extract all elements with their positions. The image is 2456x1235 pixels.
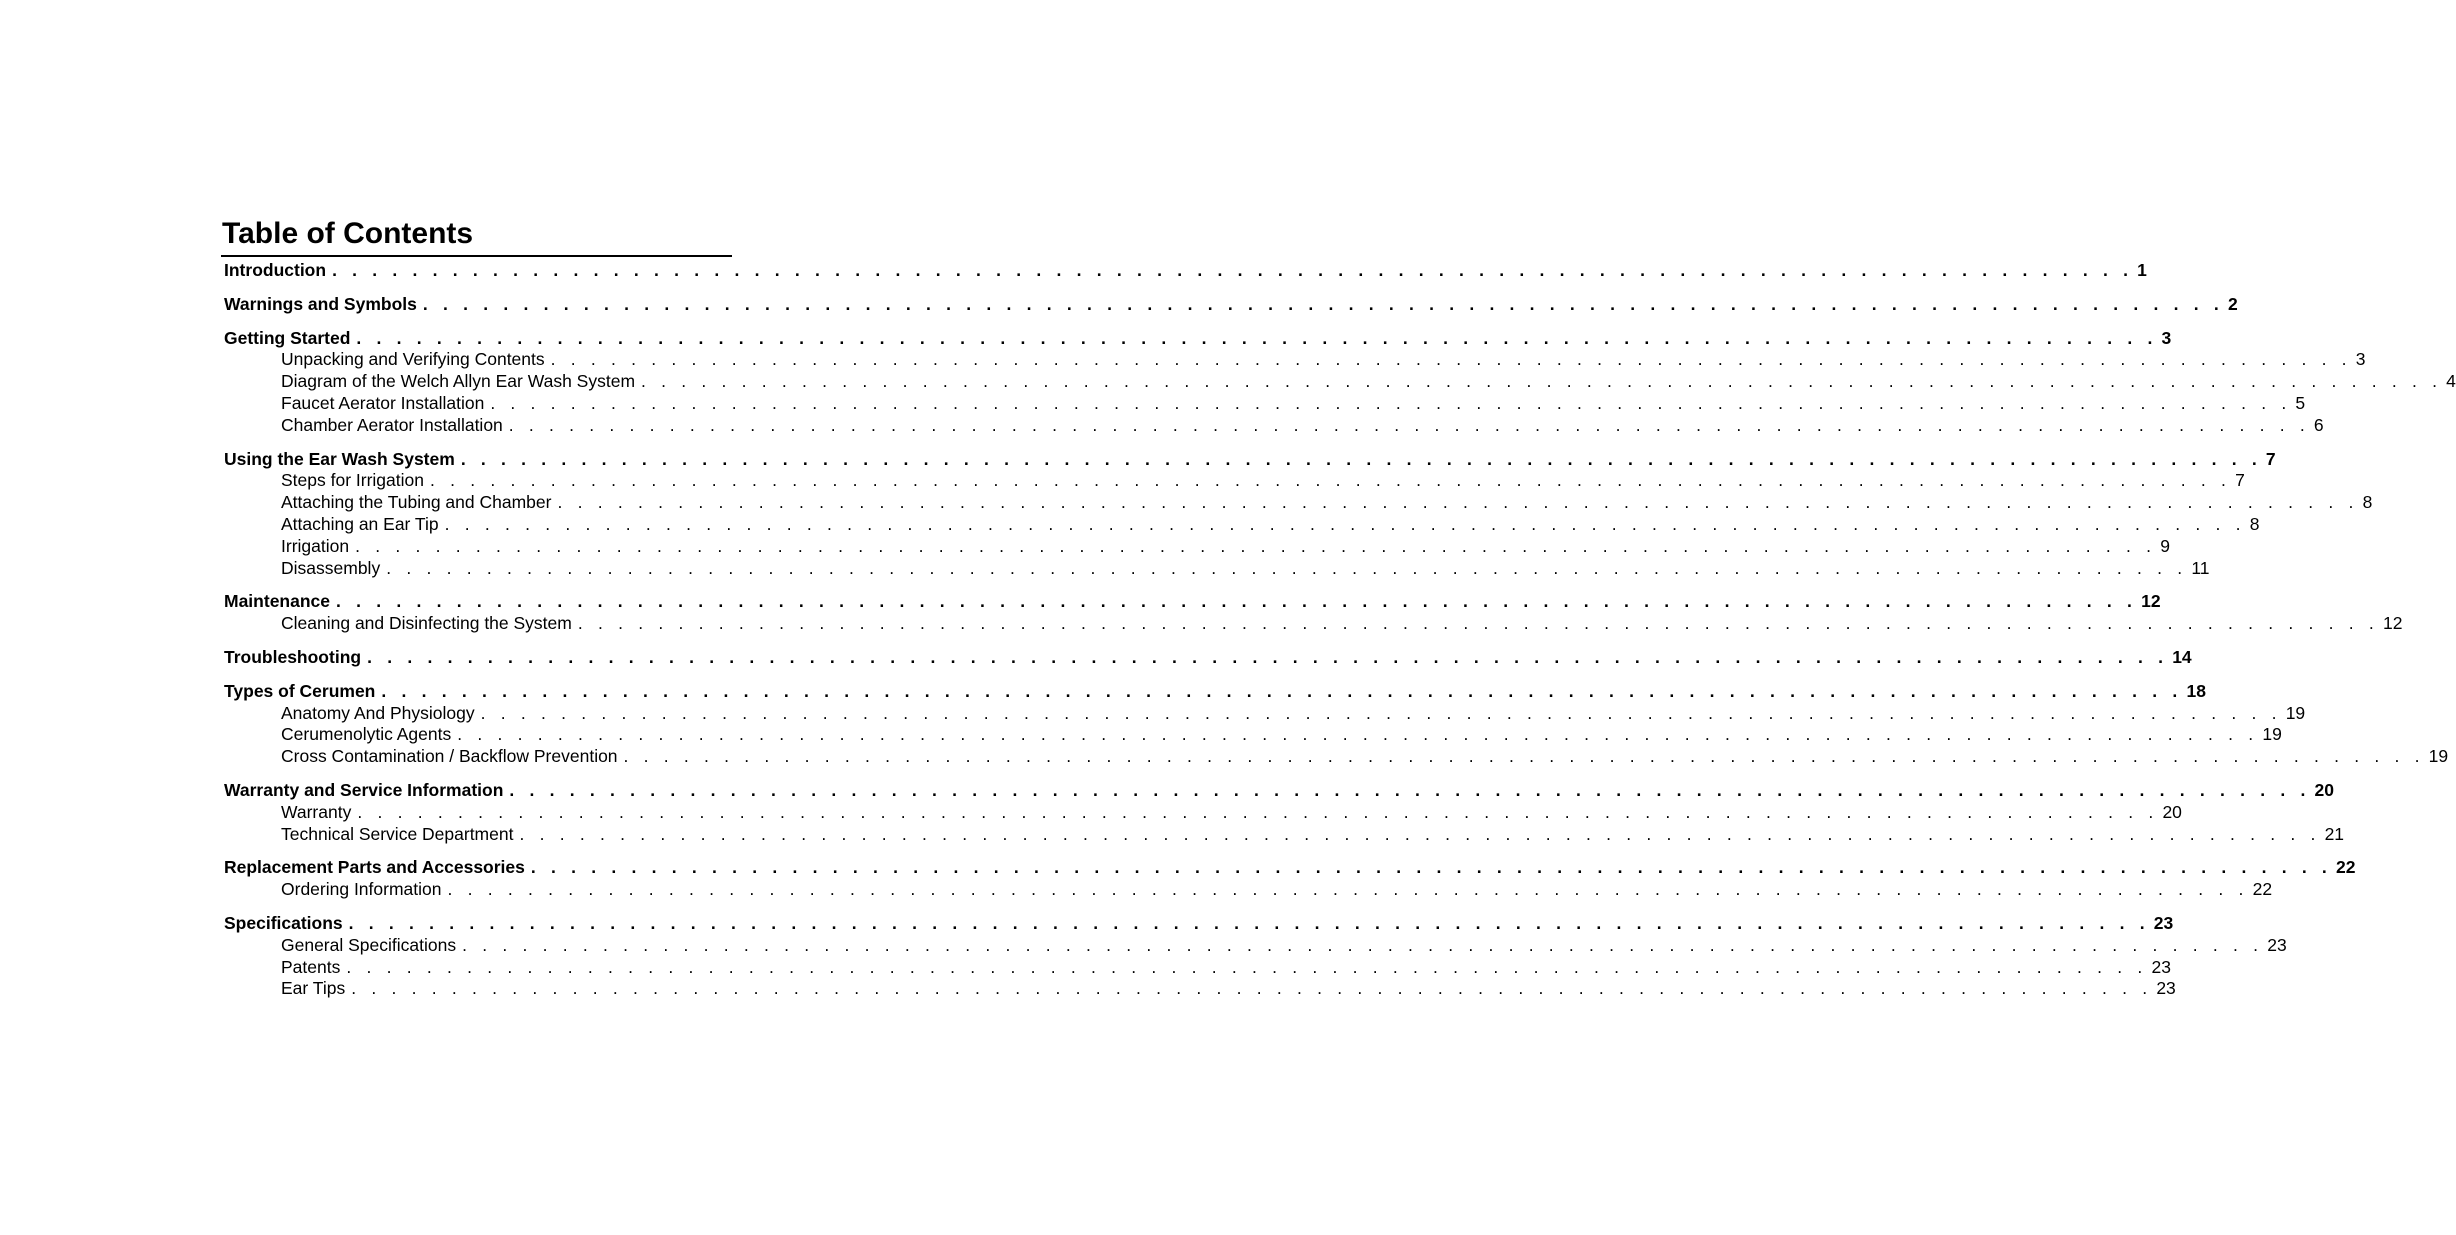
toc-entry[interactable] xyxy=(224,591,2161,613)
toc-entry-label: Warranty xyxy=(281,801,352,822)
toc-entry-page-number: 21 xyxy=(2324,823,2345,844)
toc-entry-page-number: 22 xyxy=(2336,857,2356,878)
toc-subentry[interactable] xyxy=(224,801,2182,824)
toc-entry-label: Chamber Aerator Installation xyxy=(281,414,503,435)
toc-entry-page-number: 12 xyxy=(2141,591,2161,612)
dot-leader: . . . . . . . . . . . . . . . . . . . . . . . . . . . . . . . . . . . . . . . . . . . . . . . . . . . . . . . . . . . . . . . . . . . . . . . . . . . . . . . . . . . . . . . . . . xyxy=(530,857,2332,878)
toc-subentry[interactable] xyxy=(224,371,2456,393)
toc-entry-page-number: 7 xyxy=(2235,470,2245,491)
dot-leader: . . . . . . . . . . . . . . . . . . . . . . . . . . . . . . . . . . . . . . . . . . . . . . . . . . . . . . . . . . . . . . . . . . . . . . . . . . . . . . . . . . . . . . . . . . xyxy=(332,260,2134,280)
toc-entry[interactable] xyxy=(224,857,2356,879)
toc-section xyxy=(224,591,2403,635)
toc-entry-label: Ordering Information xyxy=(281,879,442,900)
toc-entry-page-number: 9 xyxy=(2160,535,2170,556)
toc-entry-label: Using the Ear Wash System xyxy=(224,448,455,469)
toc-subentry[interactable] xyxy=(224,470,2245,492)
toc-entry[interactable] xyxy=(224,327,2172,350)
toc-subentry[interactable] xyxy=(224,392,2306,415)
toc-entry-label: Specifications xyxy=(224,912,343,933)
toc-subentry[interactable] xyxy=(224,349,2366,371)
toc-entry-label: Warnings and Symbols xyxy=(224,293,417,314)
dot-leader: . . . . . . . . . . . . . . . . . . . . . . . . . . . . . . . . . . . . . . . . . . . . . . . . . . . . . . . . . . . . . . . . . . . . . . . . . . . . . . . . . . . . . . . . . . xyxy=(457,724,2259,745)
dot-leader: . . . . . . . . . . . . . . . . . . . . . . . . . . . . . . . . . . . . . . . . . . . . . . . . . . . . . . . . . . . . . . . . . . . . . . . . . . . . . . . . . . . . . . . . . . xyxy=(422,293,2224,314)
toc-subentry[interactable] xyxy=(224,702,2306,725)
dot-leader: . . . . . . . . . . . . . . . . . . . . . . . . . . . . . . . . . . . . . . . . . . . . . . . . . . . . . . . . . . . . . . . . . . . . . . . . . . . . . . . . . . . . . . . . . . xyxy=(577,613,2379,634)
toc-list xyxy=(221,260,2456,1000)
toc-subentry[interactable] xyxy=(224,724,2282,746)
toc-entry-page-number: 11 xyxy=(2191,557,2210,578)
dot-leader: . . . . . . . . . . . . . . . . . . . . . . . . . . . . . . . . . . . . . . . . . . . . . . . . . . . . . . . . . . . . . . . . . . . . . . . . . . . . . . . . . . . . . . . . . . xyxy=(557,492,2359,513)
toc-subentry[interactable] xyxy=(224,535,2170,558)
toc-entry[interactable] xyxy=(224,260,2147,282)
dot-leader: . . . . . . . . . . . . . . . . . . . . . . . . . . . . . . . . . . . . . . . . . . . . . . . . . . . . . . . . . . . . . . . . . . . . . . . . . . . . . . . . . . . . . . . . . . xyxy=(623,746,2425,767)
toc-entry[interactable] xyxy=(224,680,2206,703)
toc-entry-page-number: 7 xyxy=(2265,448,2276,469)
toc-subentry[interactable] xyxy=(224,956,2171,979)
dot-leader: . . . . . . . . . . . . . . . . . . . . . . . . . . . . . . . . . . . . . . . . . . . . . . . . . . . . . . . . . . . . . . . . . . . . . . . . . . . . . . . . . . . . . . . . . . xyxy=(447,879,2249,900)
toc-entry-label: Diagram of the Welch Allyn Ear Wash System xyxy=(281,371,636,392)
toc-subentry[interactable] xyxy=(224,414,2324,437)
toc-entry-label: Troubleshooting xyxy=(224,646,362,667)
toc-entry-page-number: 6 xyxy=(2313,414,2324,435)
toc-entry-label: Faucet Aerator Installation xyxy=(281,392,485,413)
toc-entry-label: Disassembly xyxy=(281,557,381,578)
toc-entry-label: Irrigation xyxy=(281,535,350,556)
toc-section xyxy=(224,646,2192,669)
page-title: Table of Contents xyxy=(222,217,474,250)
toc-entry-label: Technical Service Department xyxy=(281,823,514,844)
toc-section xyxy=(224,779,2345,845)
toc-section xyxy=(224,448,2373,580)
dot-leader: . . . . . . . . . . . . . . . . . . . . . . . . . . . . . . . . . . . . . . . . . . . . . . . . . . . . . . . . . . . . . . . . . . . . . . . . . . . . . . . . . . . . . . . . . . xyxy=(336,591,2138,612)
toc-entry-label: Anatomy And Physiology xyxy=(281,702,475,723)
dot-leader: . . . . . . . . . . . . . . . . . . . . . . . . . . . . . . . . . . . . . . . . . . . . . . . . . . . . . . . . . . . . . . . . . . . . . . . . . . . . . . . . . . . . . . . . . . xyxy=(357,801,2159,822)
toc-subentry[interactable] xyxy=(224,492,2373,514)
toc-entry-label: General Specifications xyxy=(281,934,457,955)
toc-subentry[interactable] xyxy=(224,746,2449,768)
toc-section xyxy=(224,293,2238,316)
toc-subentry[interactable] xyxy=(224,557,2210,580)
toc-entry-page-number: 20 xyxy=(2314,779,2334,800)
toc-entry-page-number: 18 xyxy=(2186,680,2206,701)
toc-entry-page-number: 23 xyxy=(2153,912,2174,933)
toc-section xyxy=(224,912,2287,1000)
toc-entry-label: Ear Tips xyxy=(281,978,346,999)
toc-entry-label: Attaching the Tubing and Chamber xyxy=(281,492,552,513)
toc-subentry[interactable] xyxy=(224,879,2273,901)
dot-leader: . . . . . . . . . . . . . . . . . . . . . . . . . . . . . . . . . . . . . . . . . . . . . . . . . . . . . . . . . . . . . . . . . . . . . . . . . . . . . . . . . . . . . . . . . . xyxy=(356,327,2158,348)
dot-leader: . . . . . . . . . . . . . . . . . . . . . . . . . . . . . . . . . . . . . . . . . . . . . . . . . . . . . . . . . . . . . . . . . . . . . . . . . . . . . . . . . . . . . . . . . . xyxy=(490,392,2292,413)
toc-entry-page-number: 23 xyxy=(2151,956,2171,977)
toc-section xyxy=(224,260,2147,282)
dot-leader: . . . . . . . . . . . . . . . . . . . . . . . . . . . . . . . . . . . . . . . . . . . . . . . . . . . . . . . . . . . . . . . . . . . . . . . . . . . . . . . . . . . . . . . . . . xyxy=(462,934,2264,955)
toc-entry-page-number: 23 xyxy=(2267,934,2287,955)
toc-entry-page-number: 5 xyxy=(2295,392,2306,413)
dot-leader: . . . . . . . . . . . . . . . . . . . . . . . . . . . . . . . . . . . . . . . . . . . . . . . . . . . . . . . . . . . . . . . . . . . . . . . . . . . . . . . . . . . . . . . . . . xyxy=(386,557,2188,578)
toc-subentry[interactable] xyxy=(224,934,2287,957)
toc-entry[interactable] xyxy=(224,646,2192,669)
toc-entry-label: Replacement Parts and Accessories xyxy=(224,857,525,878)
toc-entry-page-number: 19 xyxy=(2428,746,2449,767)
toc-entry-page-number: 3 xyxy=(2355,349,2366,370)
toc-entry-label: Warranty and Service Information xyxy=(224,779,504,800)
toc-entry-label: Steps for Irrigation xyxy=(281,470,424,491)
dot-leader: . . . . . . . . . . . . . . . . . . . . . . . . . . . . . . . . . . . . . . . . . . . . . . . . . . . . . . . . . . . . . . . . . . . . . . . . . . . . . . . . . . . . . . . . . . xyxy=(519,823,2321,844)
toc-subentry[interactable] xyxy=(224,978,2176,1000)
toc-entry-label: Cross Contamination / Backflow Prevention xyxy=(281,746,618,767)
toc-entry-page-number: 4 xyxy=(2446,371,2456,392)
toc-entry-page-number: 12 xyxy=(2382,613,2403,634)
dot-leader: . . . . . . . . . . . . . . . . . . . . . . . . . . . . . . . . . . . . . . . . . . . . . . . . . . . . . . . . . . . . . . . . . . . . . . . . . . . . . . . . . . . . . . . . . . xyxy=(550,349,2352,370)
dot-leader: . . . . . . . . . . . . . . . . . . . . . . . . . . . . . . . . . . . . . . . . . . . . . . . . . . . . . . . . . . . . . . . . . . . . . . . . . . . . . . . . . . . . . . . . . . xyxy=(480,702,2282,723)
toc-section xyxy=(224,680,2449,768)
toc-entry-label: Cerumenolytic Agents xyxy=(281,724,452,745)
toc-entry-label: Introduction xyxy=(224,260,327,280)
toc-subentry[interactable] xyxy=(224,613,2403,635)
toc-entry[interactable] xyxy=(224,912,2174,935)
toc-subentry[interactable] xyxy=(224,513,2260,536)
toc-entry-label: Types of Cerumen xyxy=(224,680,376,701)
toc-entry-page-number: 1 xyxy=(2137,260,2147,280)
toc-entry-page-number: 20 xyxy=(2162,801,2182,822)
toc-entry-page-number: 23 xyxy=(2156,978,2176,999)
toc-entry-page-number: 2 xyxy=(2227,293,2238,314)
dot-leader: . . . . . . . . . . . . . . . . . . . . . . . . . . . . . . . . . . . . . . . . . . . . . . . . . . . . . . . . . . . . . . . . . . . . . . . . . . . . . . . . . . . . . . . . . . xyxy=(429,470,2232,491)
toc-entry-label: Attaching an Ear Tip xyxy=(281,513,439,534)
dot-leader: . . . . . . . . . . . . . . . . . . . . . . . . . . . . . . . . . . . . . . . . . . . . . . . . . . . . . . . . . . . . . . . . . . . . . . . . . . . . . . . . . . . . . . . . . . xyxy=(508,414,2310,435)
toc-entry-page-number: 8 xyxy=(2249,513,2260,534)
dot-leader: . . . . . . . . . . . . . . . . . . . . . . . . . . . . . . . . . . . . . . . . . . . . . . . . . . . . . . . . . . . . . . . . . . . . . . . . . . . . . . . . . . . . . . . . . . xyxy=(346,956,2148,977)
dot-leader: . . . . . . . . . . . . . . . . . . . . . . . . . . . . . . . . . . . . . . . . . . . . . . . . . . . . . . . . . . . . . . . . . . . . . . . . . . . . . . . . . . . . . . . . . . xyxy=(509,779,2311,800)
dot-leader: . . . . . . . . . . . . . . . . . . . . . . . . . . . . . . . . . . . . . . . . . . . . . . . . . . . . . . . . . . . . . . . . . . . . . . . . . . . . . . . . . . . . . . . . . . xyxy=(381,680,2183,701)
toc-entry[interactable] xyxy=(224,293,2238,316)
dot-leader: . . . . . . . . . . . . . . . . . . . . . . . . . . . . . . . . . . . . . . . . . . . . . . . . . . . . . . . . . . . . . . . . . . . . . . . . . . . . . . . . . . . . . . . . . . xyxy=(367,646,2169,667)
toc-entry-page-number: 22 xyxy=(2252,879,2273,900)
dot-leader: . . . . . . . . . . . . . . . . . . . . . . . . . . . . . . . . . . . . . . . . . . . . . . . . . . . . . . . . . . . . . . . . . . . . . . . . . . . . . . . . . . . . . . . . . . xyxy=(355,535,2157,556)
dot-leader: . . . . . . . . . . . . . . . . . . . . . . . . . . . . . . . . . . . . . . . . . . . . . . . . . . . . . . . . . . . . . . . . . . . . . . . . . . . . . . . . . . . . . . . . . . xyxy=(444,513,2246,534)
toc-entry[interactable] xyxy=(224,448,2276,471)
toc-entry-label: Unpacking and Verifying Contents xyxy=(281,349,545,370)
toc-entry-page-number: 14 xyxy=(2172,646,2192,667)
dot-leader: . . . . . . . . . . . . . . . . . . . . . . . . . . . . . . . . . . . . . . . . . . . . . . . . . . . . . . . . . . . . . . . . . . . . . . . . . . . . . . . . . . . . . . . . . . xyxy=(348,912,2150,933)
title-rule xyxy=(221,255,732,257)
table-of-contents xyxy=(221,214,2456,1012)
toc-entry-label: Maintenance xyxy=(224,591,330,612)
toc-entry-page-number: 19 xyxy=(2285,702,2306,723)
toc-entry-label: Patents xyxy=(281,956,341,977)
dot-leader: . . . . . . . . . . . . . . . . . . . . . . . . . . . . . . . . . . . . . . . . . . . . . . . . . . . . . . . . . . . . . . . . . . . . . . . . . . . . . . . . . . . . . . . . . . xyxy=(351,978,2153,999)
toc-entry-page-number: 3 xyxy=(2161,327,2172,348)
toc-entry-page-number: 8 xyxy=(2362,492,2373,513)
toc-entry-label: Getting Started xyxy=(224,327,351,348)
toc-entry-page-number: 19 xyxy=(2262,724,2282,745)
dot-leader: . . . . . . . . . . . . . . . . . . . . . . . . . . . . . . . . . . . . . . . . . . . . . . . . . . . . . . . . . . . . . . . . . . . . . . . . . . . . . . . . . . . . . . . . . . xyxy=(460,448,2262,469)
toc-entry-label: Cleaning and Disinfecting the System xyxy=(281,613,572,634)
toc-section xyxy=(224,857,2356,901)
toc-entry[interactable] xyxy=(224,779,2334,802)
dot-leader: . . . . . . . . . . . . . . . . . . . . . . . . . . . . . . . . . . . . . . . . . . . . . . . . . . . . . . . . . . . . . . . . . . . . . . . . . . . . . . . . . . . . . . . . . . xyxy=(641,371,2443,392)
toc-section xyxy=(224,327,2456,437)
toc-subentry[interactable] xyxy=(224,823,2345,846)
